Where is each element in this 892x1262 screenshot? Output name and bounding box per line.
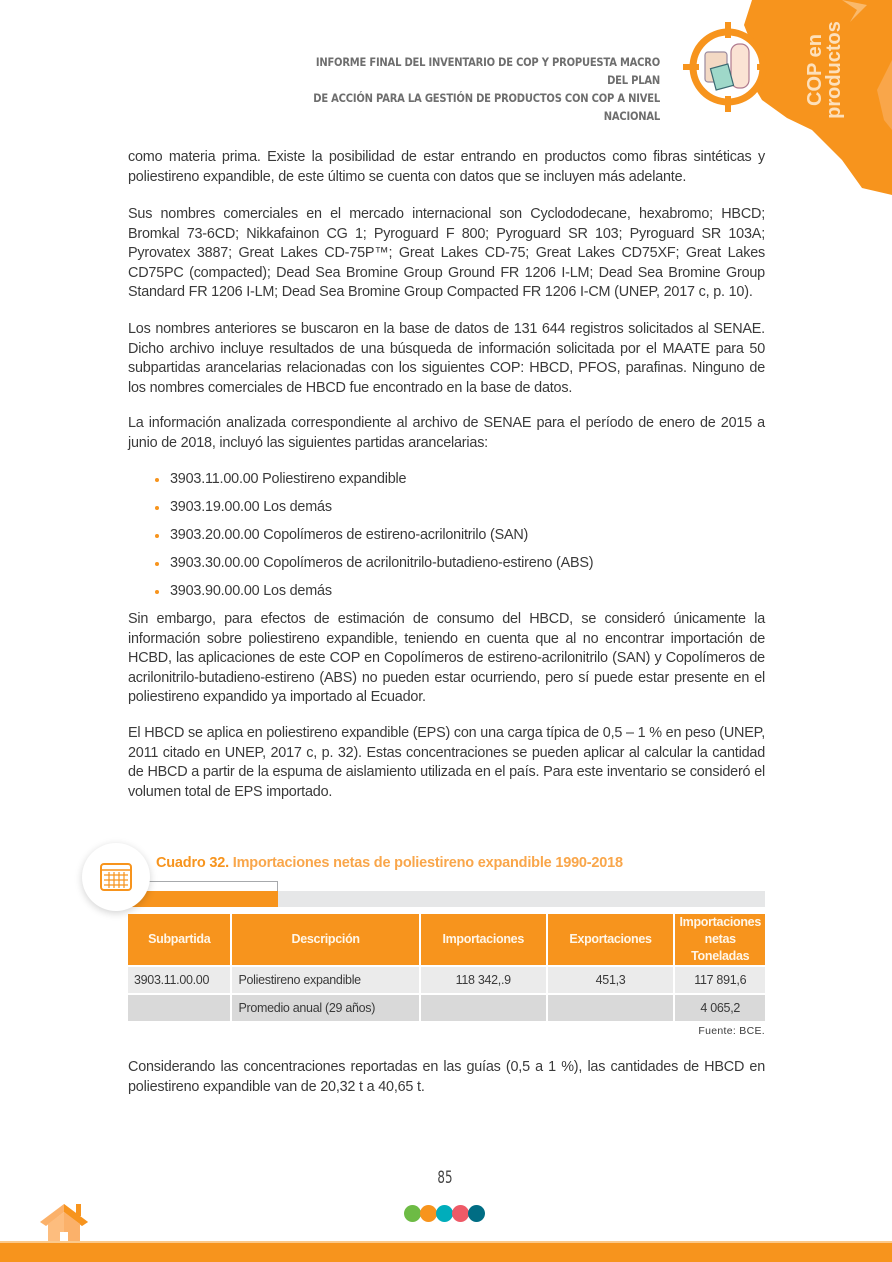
color-dot [436, 1205, 453, 1222]
table-caption-title: Importaciones netas de poliestireno expandible 1990-2018 [228, 855, 623, 871]
color-dot [420, 1205, 437, 1222]
table-cell [420, 994, 547, 1021]
list-item: 3903.11.00.00 Poliestireno expandible [155, 470, 593, 498]
table-caption-number: Cuadro 32. [156, 855, 229, 871]
imports-table [128, 914, 765, 1021]
table-cell: 4 065,2 [674, 994, 765, 1021]
color-dot [404, 1205, 421, 1222]
caption-bar-accent [128, 891, 278, 907]
table-cell: Poliestireno expandible [231, 966, 419, 994]
body-paragraph [128, 1058, 765, 1097]
section-label [806, 10, 844, 130]
paragraph-3: Los nombres anteriores se buscaron en la base de datos de 131 644 registros solicitados al SENAE. Dicho archivo incluye resultados de una búsqueda de información solicitada por el MAATE para 50 subpartidas arancelarias relacionadas con los siguientes COP: HBCD, PFOS, parafinas. Ninguno de los nombres comerciales de HBCD fue encontrado en la base de datos. [128, 321, 765, 396]
color-dot [468, 1205, 485, 1222]
paragraph-5: Sin embargo, para efectos de estimación de consumo del HBCD, se consideró únicamente la información sobre poliestireno expandible, teniendo en cuenta que al no encontrar importación de HCBD, las aplicaciones de este COP en Copolímeros de estireno-acrilonitrilo (SAN) y Copolímeros de acrilonitrilo-butadieno-estireno (ABS) no pueden estar ocurriendo, pero sí puede estar presente en el poliestireno expandido ya importado al Ecuador. [128, 611, 765, 705]
section-label-line-2: productos [823, 21, 845, 119]
table-cell [547, 994, 675, 1021]
document-title-line-2: DE ACCIÓN PARA LA GESTIÓN DE PRODUCTOS CON COP A NIVEL NACIONAL [313, 91, 660, 123]
color-dot [452, 1205, 469, 1222]
list-item: 3903.90.00.00 Los demás [155, 582, 593, 610]
list-item: 3903.20.00.00 Copolímeros de estireno-acrilonitrilo (SAN) [155, 526, 593, 554]
table-cell [128, 994, 231, 1021]
document-title-line-1: INFORME FINAL DEL INVENTARIO DE COP Y PROPUESTA MACRO DEL PLAN [315, 55, 660, 87]
paragraph-4: La información analizada correspondiente al archivo de SENAE para el período de enero de 2015 a junio de 2018, incluyó las siguientes partidas arancelarias: [128, 415, 765, 451]
connector-line-vertical [277, 881, 278, 891]
table-cell: 118 342,.9 [420, 966, 547, 994]
table-icon-badge [82, 843, 150, 911]
column-header: Importaciones [420, 914, 547, 966]
list-item: 3903.19.00.00 Los demás [155, 498, 593, 526]
body-paragraph [128, 148, 765, 187]
paragraph-2: Sus nombres comerciales en el mercado internacional son Cyclododecane, hexabromo; HBCD; Bromkal 73-6CD; Nikkafainon CG 1; Pyroguard F 800; Pyroguard SR 103; Pyroguard SR 103A; Pyrovatex 3887; Great Lakes CD-75P™; Great Lakes CD-75; Great Lakes CD75XF; Great Lakes CD75PC (compacted); Dead Sea Bromine Group Ground FR 1206 I-LM; Dead Sea Bromine Group Standard FR 1206 I-LM; Dead Sea Bromine Group Compacted FR 1206 I-CM (UNEP, 2017 c, p. 10). [128, 206, 765, 300]
connector-line [141, 881, 278, 882]
tariff-list [155, 470, 593, 610]
body-paragraph [128, 414, 765, 453]
body-paragraph [128, 724, 765, 802]
body-paragraph [128, 610, 765, 708]
table-caption [156, 855, 623, 871]
table-cell: 117 891,6 [674, 966, 765, 994]
table-source: Fuente: BCE. [698, 1025, 765, 1037]
table-cell: Promedio anual (29 años) [231, 994, 419, 1021]
table-icon [100, 863, 132, 891]
footer-bar [0, 1243, 892, 1262]
document-title [295, 53, 660, 125]
paragraph-1: como materia prima. Existe la posibilidad de estar entrando en productos como fibras sintéticas y poliestireno expandible, de este último se cuenta con datos que se incluyen más adelante. [128, 149, 765, 185]
paragraph-7: Considerando las concentraciones reportadas en las guías (0,5 a 1 %), las cantidades de HBCD en poliestireno expandible van de 20,32 t a 40,65 t. [128, 1059, 765, 1095]
column-header: Exportaciones [547, 914, 675, 966]
page-number: 85 [437, 1168, 453, 1188]
list-item: 3903.30.00.00 Copolímeros de acrilonitrilo-butadieno-estireno (ABS) [155, 554, 593, 582]
body-paragraph [128, 320, 765, 398]
column-header: Descripción [231, 914, 419, 966]
table-header-row [128, 914, 765, 966]
paragraph-6: El HBCD se aplica en poliestireno expandible (EPS) con una carga típica de 0,5 – 1 % en peso (UNEP, 2011 citado en UNEP, 2017 c, p. 32). Estas concentraciones se pueden aplicar al calcular la cantidad de HBCD a partir de la espuma de aislamiento utilizada en el país. Para este inventario se consideró el volumen total de EPS importado. [128, 725, 765, 800]
column-header: Subpartida [128, 914, 231, 966]
table-row [128, 966, 765, 994]
table-row [128, 994, 765, 1021]
table-cell: 451,3 [547, 966, 675, 994]
body-paragraph [128, 205, 765, 303]
section-label-line-1: COP en [804, 34, 826, 106]
column-header: Importaciones netas Toneladas [674, 914, 765, 966]
target-products-icon [683, 22, 773, 112]
home-icon[interactable] [38, 1200, 90, 1246]
color-dots [404, 1205, 484, 1222]
table-cell: 3903.11.00.00 [128, 966, 231, 994]
